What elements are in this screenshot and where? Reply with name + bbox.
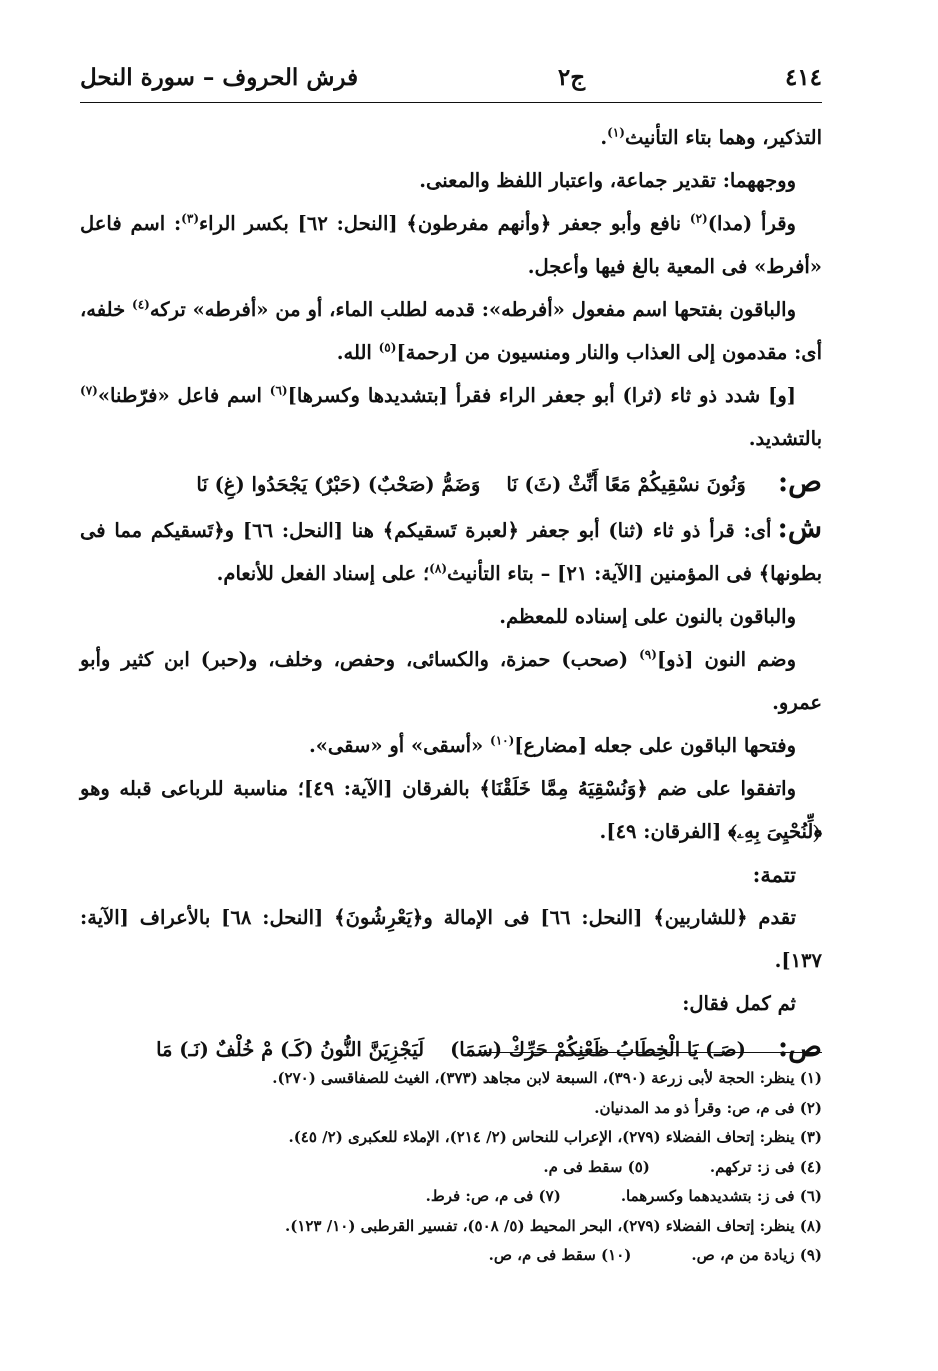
footnotes <box>120 1064 822 1271</box>
paragraph-text: (صحب) حمزة، والكسائى، وحفص، وخلف، و(حبر) ابن كثير وأبو عمرو. <box>80 648 822 714</box>
paragraph-text: وضم النون [ذو] <box>656 648 796 671</box>
footnote-1: (١) ينظر: الحجة لأبى زرعة (٣٩٠)، السبعة لابن مجاهد (٣٧٣)، الغيث للصفاقسى (٢٧٠). <box>272 1069 822 1087</box>
footnote-row <box>120 1241 822 1271</box>
paragraph-text: : اسم فاعل «أفرط» فى المعية بالغ فيها وأعجل. <box>80 212 822 278</box>
paragraph-text: التذكير، وهما بتاء التأنيث <box>624 126 822 149</box>
section-heading: تتمة: <box>752 862 796 887</box>
paragraph-12: ثم كمل فقال: <box>682 992 796 1015</box>
paragraph-text: أى: قرأ ذو ثاء (ثنا) أبو جعفر ﴿لعبرة تَسقيكم﴾ هنا [النحل: ٦٦] و﴿تَسقيكم مما فى بطونها﴾ فى المؤمنين [الآية: ٢١] – بتاء التأنيث <box>80 519 822 585</box>
footnote-4: (٤) فى ز: تركهم. <box>709 1157 822 1176</box>
verse-hemistich-1: وَنُونَ نسْقِيكُمْ مَعًا أَنِّثْ (ثَ) نَا <box>506 473 746 496</box>
paragraph-text: اسم فاعل «فرّطنا» <box>97 384 270 407</box>
paragraph-text: ؛ على إسناد الفعل للأنعام. <box>216 562 430 585</box>
footnote-ref-8: (٨) <box>429 561 447 576</box>
matn-verse-1 <box>80 460 822 506</box>
footnote-ref-1: (١) <box>607 125 625 140</box>
page-number: ٤١٤ <box>784 63 822 91</box>
footnote-8: (٨) ينظر: إتحاف الفضلاء (٢٧٩)، البحر المحيط (٥/ ٥٠٨)، تفسير القرطبى (١٠/ ١٢٣). <box>284 1216 822 1235</box>
paragraph-6 <box>80 506 822 595</box>
paragraph-text: وفتحها الباقون على جعله [مضارع] <box>514 734 796 757</box>
footnote-ref-10: (١٠) <box>490 733 515 748</box>
volume-label: ج٢ <box>557 63 586 91</box>
paragraph-text: «أسقى» أو «سقى». <box>308 734 491 757</box>
paragraph-5 <box>80 374 822 460</box>
section-title: فرش الحروف – سورة النحل <box>80 63 359 91</box>
paragraph-4 <box>80 288 822 374</box>
footnote-7: (٧) فى م، ص: فرط. <box>425 1187 561 1205</box>
matn-marker: ص: <box>777 465 822 498</box>
page-header <box>80 60 822 94</box>
page-body <box>80 116 822 1071</box>
footnote-ref-7: (٧) <box>80 383 98 398</box>
verse-hemistich-2: لَيَجْزِيَنَّ النُّونُ (كَـ) مْ خُلْفٌ (نَـ) مَا <box>156 1038 425 1061</box>
footnote-ref-3: (٣) <box>181 211 199 226</box>
sharh-marker: ش: <box>777 511 822 544</box>
footnote-3: (٣) ينظر: إتحاف الفضلاء (٢٧٩)، الإعراب للنحاس (٢/ ٢١٤)، الإملاء للعكبرى (٢/ ٤٥). <box>288 1128 822 1146</box>
paragraph-2: ووجههما: تقدير جماعة، واعتبار اللفظ والمعنى. <box>419 169 796 192</box>
footnote-ref-2: (٢) <box>689 211 708 226</box>
footnote-ref-6: (٦) <box>269 383 288 398</box>
footnote-ref-4: (٤) <box>132 297 150 312</box>
footnote-ref-5: (٥) <box>378 340 397 355</box>
verse-hemistich-2: وَضَمُّ (صَحْبٌ) (حَبْرٌ) يَجْحَدُوا (غِ) نَا <box>196 473 481 496</box>
footnote-row <box>120 1153 822 1183</box>
footnote-ref-9: (٩) <box>639 647 657 662</box>
paragraph-1: التذكير، وهما بتاء التأنيث$^{(١)}$. <box>600 125 822 149</box>
paragraph-text: [و] شدد ذو ثاء (ثرا) أبو جعفر الراء فقرأ [بتشديدها وكسرها] <box>287 384 796 407</box>
paragraph-3 <box>80 202 822 288</box>
paragraph-7: والباقون بالنون على إسناده للمعظم. <box>499 605 796 628</box>
paragraph-text: وقرأ (مدا) <box>707 212 796 235</box>
footnote-row <box>120 1182 822 1212</box>
paragraph-text: بالتشديد. <box>748 427 822 450</box>
verse-hemistich-1: (صَـ) يَا الْخِطَابُ ظَعْنِكُمْ حَرِّكْ (سَمَا) <box>450 1038 746 1061</box>
footnote-5: (٥) سقط فى م. <box>543 1157 650 1176</box>
paragraph-text: خلفه، أى: مقدمون إلى العذاب والنار ومنسيون من [رحمة] <box>80 298 822 364</box>
paragraph-9 <box>80 724 822 767</box>
footnote-10: (١٠) سقط فى م، ص. <box>488 1246 632 1264</box>
paragraph-text: والباقون بفتحها اسم مفعول «أفرطه»: قدمه لطلب الماء، أو من «أفرطه» تركه <box>149 298 797 321</box>
paragraph-8 <box>80 638 822 724</box>
paragraph-text: الله. <box>336 341 379 364</box>
paragraph-11: تقدم ﴿للشاربين﴾ [النحل: ٦٦] فى الإمالة و﴿يَعْرِشُونَ﴾ [النحل: ٦٨] بالأعراف [الآية: ١٣٧]. <box>80 906 822 972</box>
paragraph-10: واتفقوا على ضم ﴿وَنُسْقِيَهُ مِمَّا خَلَقْنَا﴾ بالفرقان [الآية: ٤٩]؛ مناسبة للرباعى قبله وهو ﴿لِّنُحْيِىَ بِهِۦ﴾ [الفرقان: ٤٩]. <box>80 777 822 843</box>
footnote-divider <box>480 1052 822 1053</box>
matn-marker: ص: <box>777 1030 822 1063</box>
paragraph-text: نافع وأبو جعفر ﴿وأنهم مفرطون﴾ [النحل: ٦٢] بكسر الراء <box>199 212 690 235</box>
footnote-2: (٢) فى م، ص: وقرأ ذو مد المدنيان. <box>594 1098 822 1117</box>
footnote-9: (٩) زيادة من م، ص. <box>691 1246 822 1264</box>
footnote-6: (٦) فى ز: بتشديدهما وكسرهما. <box>620 1187 822 1205</box>
header-divider <box>80 102 822 103</box>
